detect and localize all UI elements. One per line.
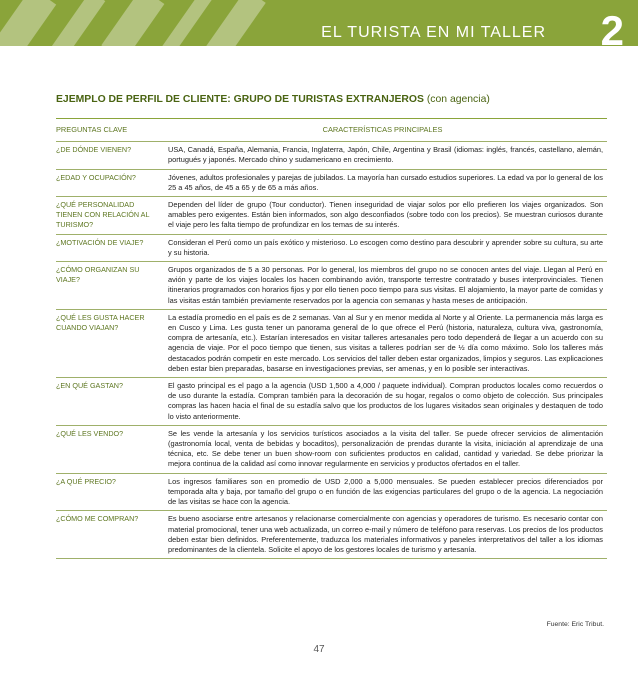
decorative-pattern: [0, 0, 300, 46]
section-title-suffix: (con agencia): [426, 94, 490, 105]
answer-cell: Es bueno asociarse entre artesanos y relacionarse comercialmente con agencias y operadores de turismo. Es necesario contar con material promocional, tener una web actualizada, un correo e-mail y número de teléfono para reservas. Los precios de los productos deben estar bien definidos. Preferentemente, traduzca los materiales informativos y paneles interpretativos del taller a los idiomas predominantes de la clientela. Solicite el apoyo de los gestores locales de turismo y artesanía.: [162, 511, 607, 559]
header-title: EL TURISTA EN MI TALLER: [321, 24, 546, 41]
answer-cell: Se les vende la artesanía y los servicios turísticos asociados a la visita del taller. Se puede ofrecer servicios de alimentación (gastronomía local, venta de bebidas y bocaditos), personalización de prendas durante la visita, iniciación al aprendizaje de una técnica, etc. Se debe tener un buen show-room con suficientes productos en calidad, cantidad y variedad. Se debe priorizar la mejora continua de la calidad así como innovar regularmente en servicios y productos ofertados en el taller.: [162, 425, 607, 473]
question-cell: ¿CÓMO ME COMPRAN?: [56, 511, 162, 559]
question-cell: ¿CÓMO ORGANIZAN SU VIAJE?: [56, 262, 162, 310]
table-row: [56, 197, 607, 235]
table-row: [56, 511, 607, 559]
answer-cell: Jóvenes, adultos profesionales y parejas de jubilados. La mayoría han cursado estudios superiores. La edad va por lo general de los 25 a 45 años, de 45 a 65 y de 65 a más años.: [162, 169, 607, 196]
table-row: [56, 425, 607, 473]
answer-cell: La estadía promedio en el país es de 2 semanas. Van al Sur y en menor medida al Norte y al Oriente. La permanencia más larga es en Cusco y Lima. Les gusta tener un panorama general de lo que ofrece el Perú (historia, naturaleza, cultura viva, gastronomía, compra de artesanía, etc.). Estarían interesados en visitar talleres artesanales pero todo dependerá de llegar a un acuerdo con su agencia de viaje. Por el poco tiempo que tienen, sus visitas a talleres podrían ser de ½ día como máximo. Solo los talleres más destacados podrán competir en este mercado. Los servicios del taller deben estar organizados, limpios y seguros. Las explicaciones deben estar bien preparadas, basarse en investigaciones previas, ser amenas, y en lo posible ser interactivas.: [162, 309, 607, 377]
answer-cell: Grupos organizados de 5 a 30 personas. Por lo general, los miembros del grupo no se conocen antes del viaje. Llegan al Perú en avión y parte de los viajes locales los hacen combinando avión, transporte terrestre contratado y buses interprovinciales. Tienen itinerarios programados con horarios fijos y por ello tienen poco tiempo para sus visitas. El alojamiento, la mayor parte de comidas y las visitas están también previamente reservados por la agencia con semanas y hasta meses de anticipación.: [162, 262, 607, 310]
chapter-number: 2: [600, 7, 624, 46]
answer-cell: Consideran el Perú como un país exótico y misterioso. Lo escogen como destino para descubrir y aprender sobre su cultura, su arte y su historia.: [162, 234, 607, 261]
column-header-questions: PREGUNTAS CLAVE: [56, 119, 162, 142]
question-cell: ¿MOTIVACIÓN DE VIAJE?: [56, 234, 162, 261]
section-title: [56, 94, 490, 105]
table-row: [56, 378, 607, 426]
question-cell: ¿EDAD Y OCUPACIÓN?: [56, 169, 162, 196]
question-cell: ¿QUÉ LES VENDO?: [56, 425, 162, 473]
answer-cell: USA, Canadá, España, Alemania, Francia, Inglaterra, Japón, Chile, Argentina y Brasil (idiomas: inglés, francés, castellano, alemán, portugués y japonés. Mercado chino y sudamericano en crecimiento.: [162, 142, 607, 169]
client-profile-table: [56, 118, 607, 559]
question-cell: ¿A QUÉ PRECIO?: [56, 473, 162, 511]
question-cell: ¿EN QUÉ GASTAN?: [56, 378, 162, 426]
column-header-characteristics: CARACTERÍSTICAS PRINCIPALES: [162, 119, 607, 142]
question-cell: ¿QUÉ LES GUSTA HACER CUANDO VIAJAN?: [56, 309, 162, 377]
table-row: [56, 473, 607, 511]
table-row: [56, 234, 607, 261]
answer-cell: El gasto principal es el pago a la agencia (USD 1,500 a 4,000 / paquete individual). Compran productos locales como recuerdos o de uso durante la estadía. Compran también para la decoración de su hogar, regalos o como objeto de colección. Sus principales compras las hacen hacia el final de su estadía salvo que los productos de los lugares visitados sean originales y destaquen de todo lo visto anteriormente.: [162, 378, 607, 426]
page-number: 47: [313, 644, 325, 655]
table-header-row: [56, 119, 607, 142]
answer-cell: Dependen del líder de grupo (Tour conductor). Tienen inseguridad de viajar solos por ello prefieren los viajes organizados. Son amables pero exigentes. Están bien informados, son algo desconfiados (sobre todo con los precios). Se muestran curiosos durante el viaje pero les falta tiempo de profundizar en los temas de su interés.: [162, 197, 607, 235]
answer-cell: Los ingresos familiares son en promedio de USD 2,000 a 5,000 mensuales. Se pueden establecer precios diferenciados por temporada alta y baja, por tamaño del grupo o en función de las exigencias particulares del grupo o de la agencia. La negociación de las visitas se hace con la agencia.: [162, 473, 607, 511]
table-row: [56, 262, 607, 310]
header-banner: [0, 0, 638, 46]
table-row: [56, 169, 607, 196]
table-row: [56, 142, 607, 169]
question-cell: ¿DE DÓNDE VIENEN?: [56, 142, 162, 169]
source-note: Fuente: Eric Tribut.: [546, 621, 604, 628]
table-row: [56, 309, 607, 377]
section-title-main: EJEMPLO DE PERFIL DE CLIENTE: GRUPO DE TURISTAS EXTRANJEROS: [56, 94, 424, 105]
question-cell: ¿QUÉ PERSONALIDAD TIENEN CON RELACIÓN AL TURISMO?: [56, 197, 162, 235]
